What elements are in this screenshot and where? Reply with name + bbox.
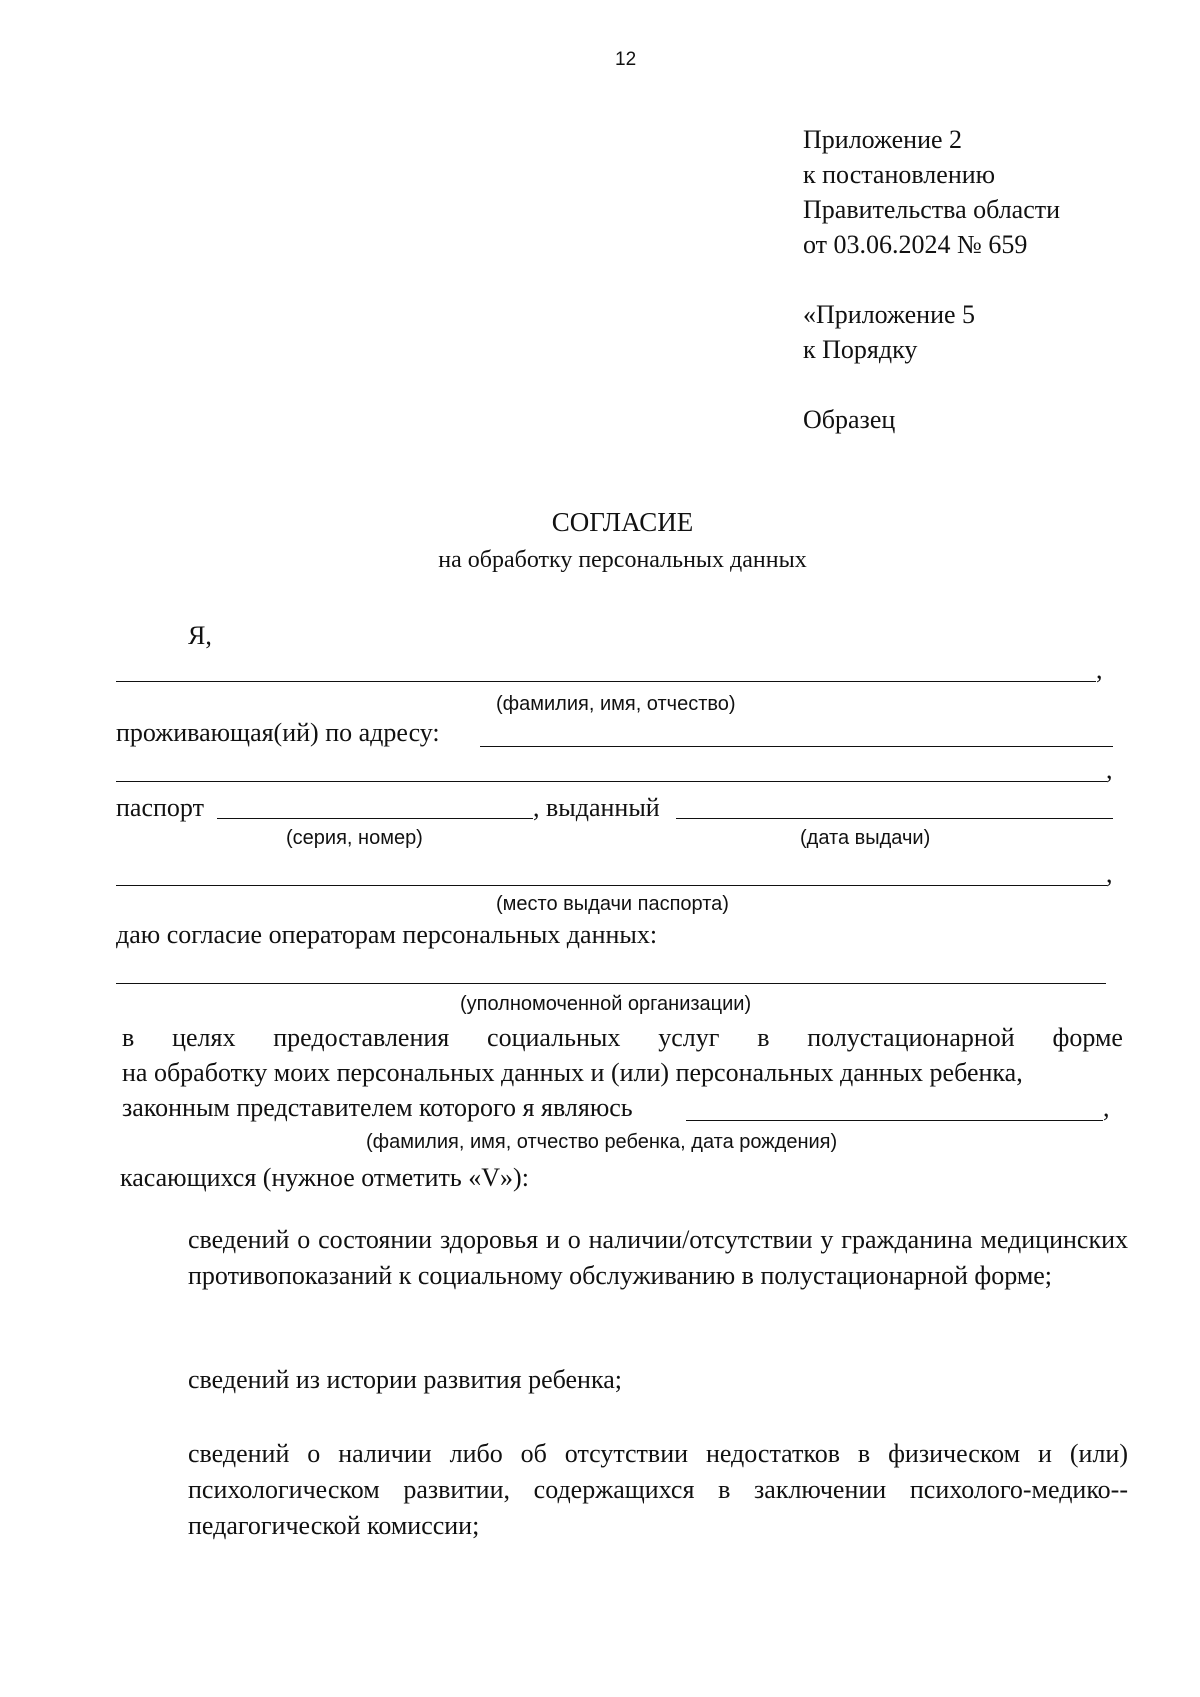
word: в (122, 1023, 135, 1052)
header-line: от 03.06.2024 № 659 (803, 230, 1028, 259)
issued-label: , выданный (533, 793, 660, 822)
comma: , (1106, 859, 1113, 888)
ya-label: Я, (188, 621, 212, 650)
word: в (757, 1023, 770, 1052)
page-number: 12 (615, 49, 637, 70)
purpose-line-1 (122, 1020, 1123, 1055)
caption-child: (фамилия, имя, отчество ребенка, дата рождения) (366, 1131, 838, 1153)
comma: , (1096, 655, 1103, 684)
word: целях (172, 1023, 236, 1052)
address-line[interactable] (480, 746, 1113, 747)
appendix-line: к Порядку (803, 335, 918, 364)
consent-item-health: сведений о состоянии здоровья и о наличии/отсутствии у гражданина медицинских противопоказаний к социальному обслуживанию в полустационарной форме; (188, 1225, 1128, 1290)
fio-line[interactable] (116, 681, 1096, 682)
caption-series: (серия, номер) (286, 827, 423, 849)
caption-org: (уполномоченной организации) (460, 993, 752, 1015)
word: предоставления (273, 1023, 450, 1052)
word: форме (1052, 1023, 1123, 1052)
header-line: Правительства области (803, 195, 1061, 224)
consent-item-commission: сведений о наличии либо об отсутствии недостатков в физическом и (или) психологическом развитии, содержащихся в заключении психолого-медико-педагогической комиссии; (188, 1439, 1128, 1540)
concerning-label: касающихся (нужное отметить «V»): (120, 1163, 529, 1192)
caption-place: (место выдачи паспорта) (496, 893, 729, 915)
document-title: СОГЛАСИЕ (551, 507, 694, 537)
address-line-2[interactable] (116, 781, 1107, 782)
header-line: к постановлению (803, 160, 996, 189)
word: полустационарной (807, 1023, 1015, 1052)
passport-label: паспорт (116, 793, 204, 822)
word: социальных (487, 1023, 621, 1052)
sample-label: Образец (803, 405, 896, 434)
consent-item-history: сведений из истории развития ребенка; (188, 1365, 622, 1394)
consent-operators: даю согласие операторам персональных данных: (116, 920, 658, 949)
passport-place-line[interactable] (116, 885, 1107, 886)
organization-line[interactable] (116, 983, 1106, 984)
document-subtitle: на обработку персональных данных (438, 547, 807, 573)
comma: , (1106, 755, 1113, 784)
address-label: проживающая(ий) по адресу: (116, 718, 440, 747)
passport-date-line[interactable] (676, 818, 1113, 819)
caption-fio: (фамилия, имя, отчество) (496, 693, 736, 715)
passport-series-line[interactable] (217, 818, 533, 819)
appendix-line: «Приложение 5 (803, 300, 976, 329)
purpose-line-2: на обработку моих персональных данных и (или) персональных данных ребенка, (122, 1058, 1023, 1087)
appendix-header (803, 122, 1060, 437)
header-line: Приложение 2 (803, 125, 963, 154)
word: услуг (658, 1023, 720, 1052)
purpose-line-3: законным представителем которого я являюсь (122, 1093, 633, 1122)
caption-date: (дата выдачи) (800, 827, 931, 849)
comma: , (1103, 1093, 1110, 1122)
child-info-line[interactable] (686, 1120, 1103, 1121)
